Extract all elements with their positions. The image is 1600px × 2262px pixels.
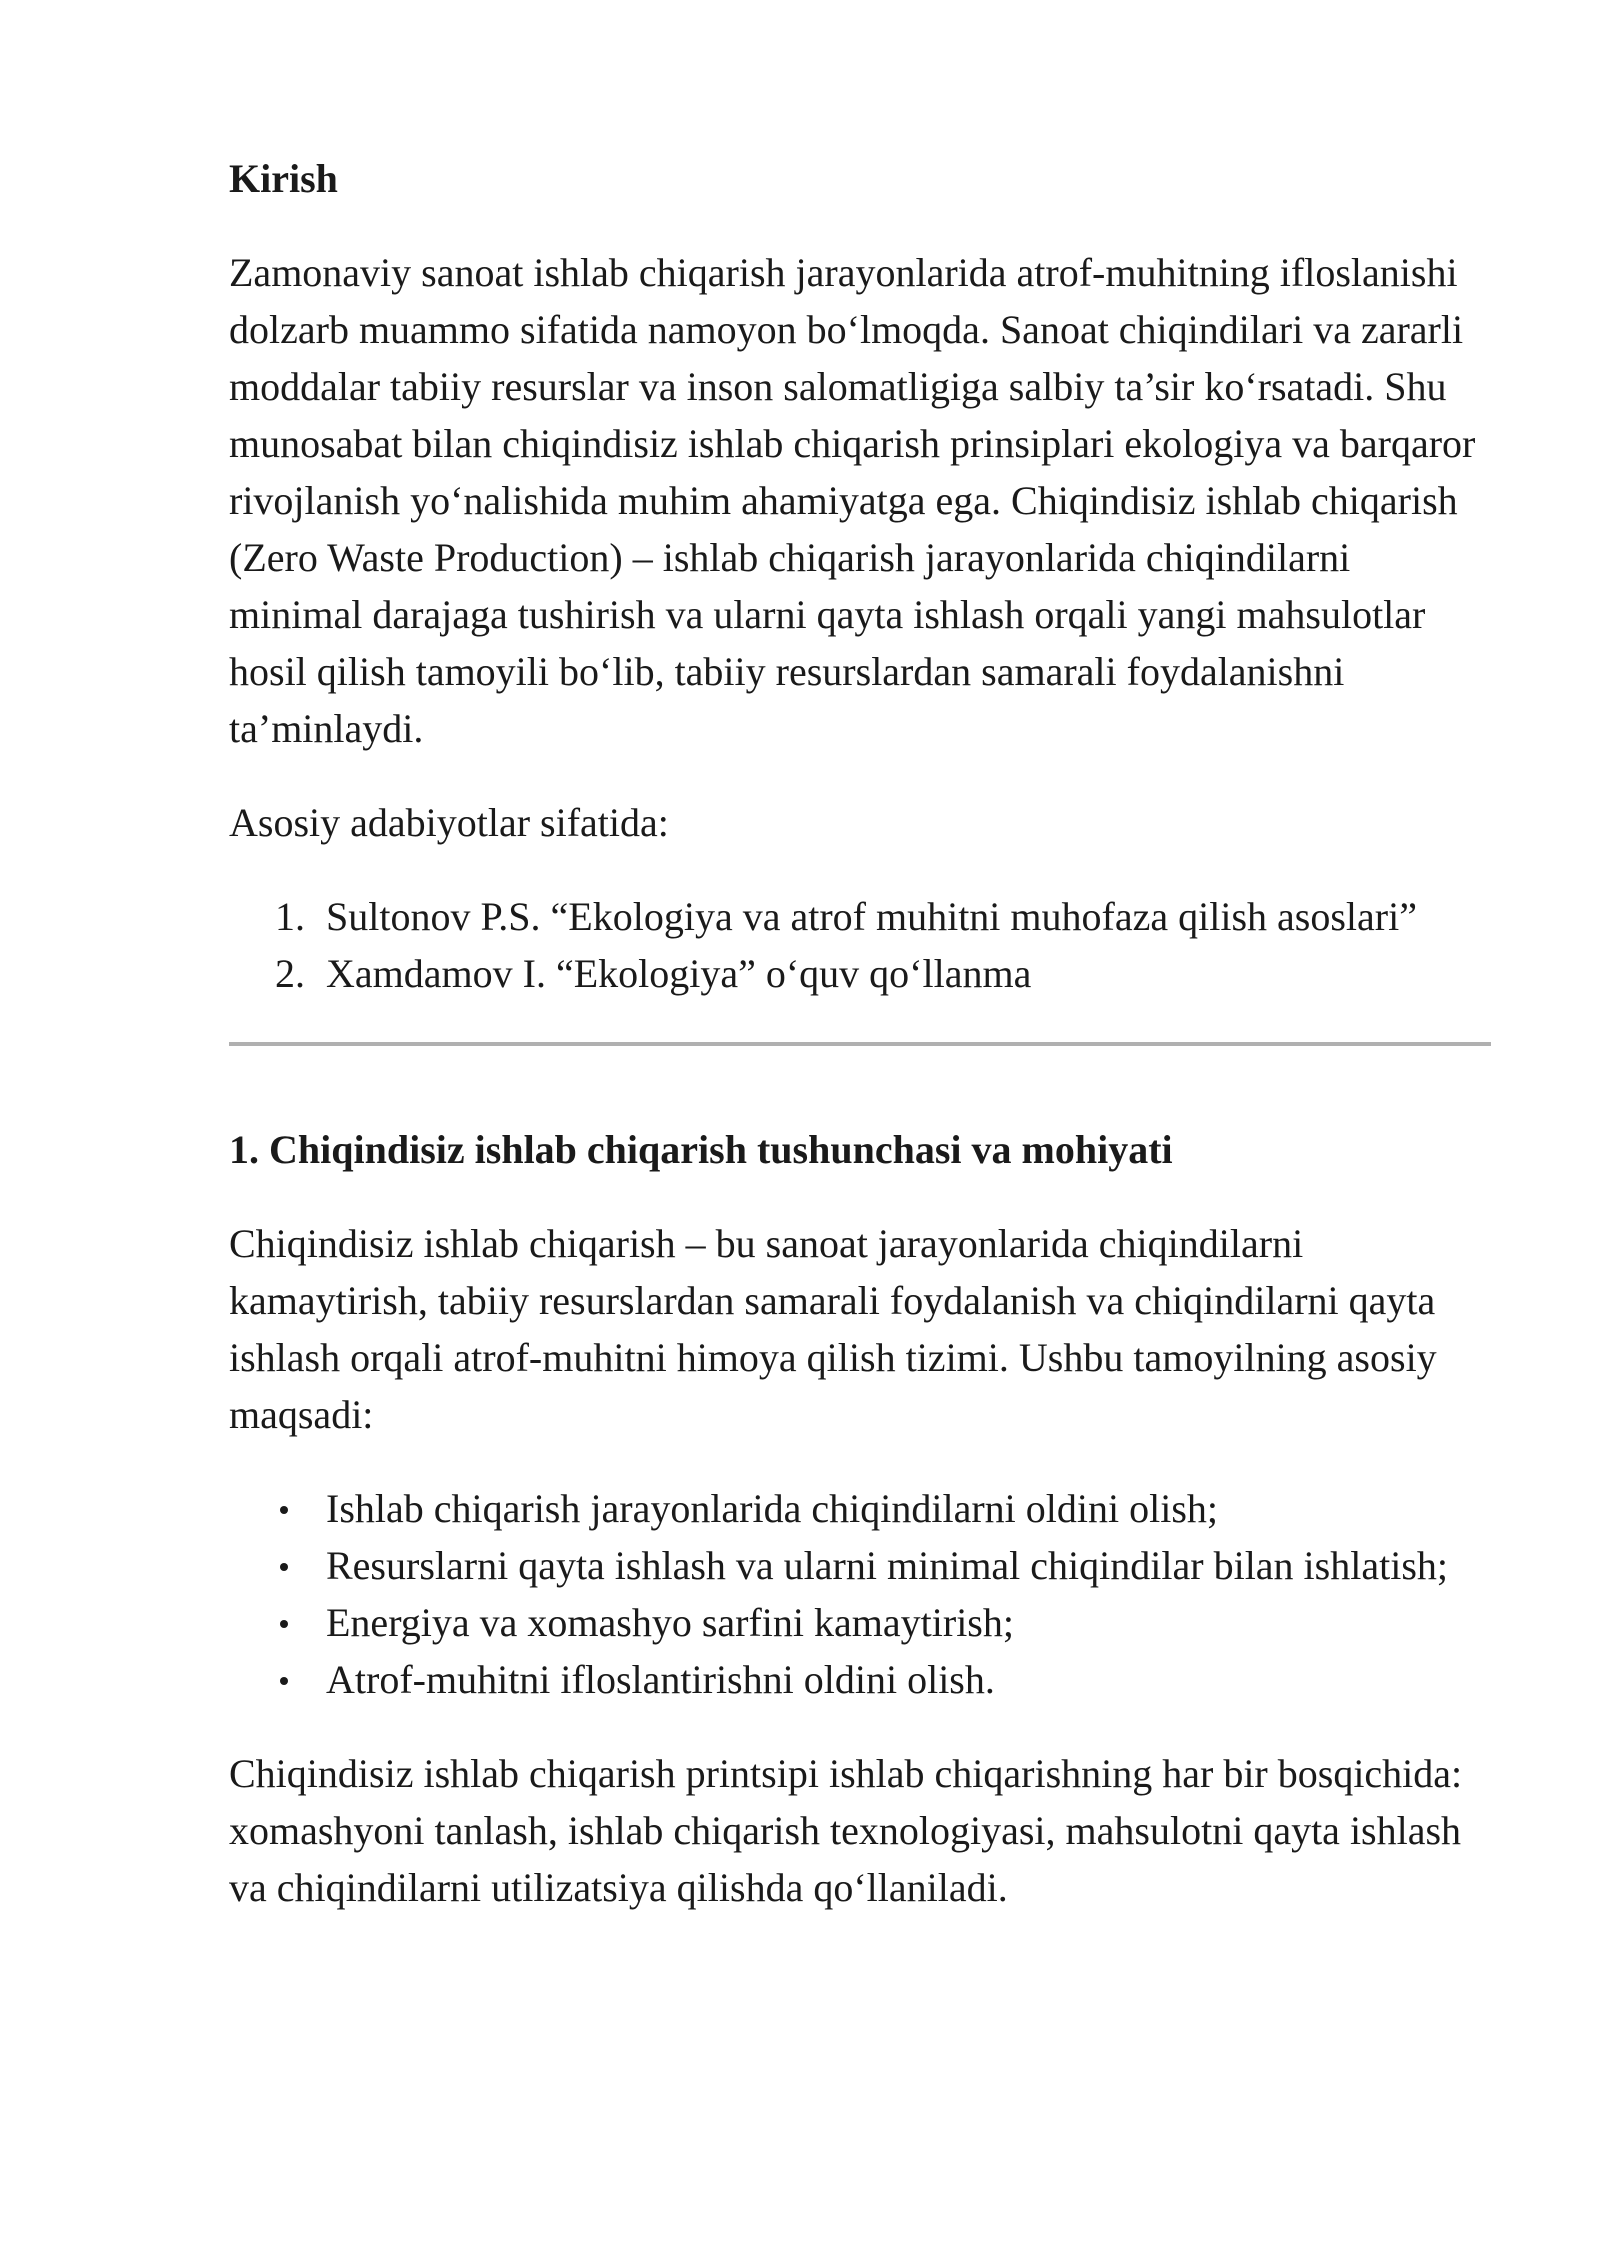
goal-text: Atrof-muhitni ifloslantirishni oldini olish.: [326, 1657, 995, 1702]
reference-list: [229, 888, 1491, 1002]
reference-item: [229, 945, 1491, 1002]
bullet-icon: [280, 1506, 288, 1514]
section1-paragraph-2: Chiqindisiz ishlab chiqarish printsipi ishlab chiqarishning har bir bosqichida: xomashyoni tanlash, ishlab chiqarish texnologiyasi, mahsulotni qayta ishlash va chiqindilarni utilizatsiya qilishda qo‘llaniladi.: [229, 1751, 1463, 1910]
bullet-icon: [280, 1563, 288, 1571]
reference-number: 2.: [275, 951, 305, 996]
section1-heading: 1. Chiqindisiz ishlab chiqarish tushunchasi va mohiyati: [229, 1127, 1173, 1172]
goal-text: Ishlab chiqarish jarayonlarida chiqindilarni oldini olish;: [326, 1486, 1219, 1531]
goal-item: [229, 1537, 1491, 1594]
reference-item: [229, 888, 1491, 945]
bullet-icon: [280, 1620, 288, 1628]
document-page: [229, 150, 1491, 1916]
goal-text: Energiya va xomashyo sarfini kamaytirish;: [326, 1600, 1014, 1645]
goal-item: [229, 1651, 1491, 1708]
goal-item: [229, 1480, 1491, 1537]
reference-number: 1.: [275, 894, 305, 939]
intro-heading: Kirish: [229, 156, 338, 201]
bullet-icon: [280, 1677, 288, 1685]
reference-text: Xamdamov I. “Ekologiya” o‘quv qo‘llanma: [326, 951, 1032, 996]
intro-paragraph: Zamonaviy sanoat ishlab chiqarish jarayonlarida atrof-muhitning ifloslanishi dolzarb muammo sifatida namoyon bo‘lmoqda. Sanoat chiqindilari va zararli moddalar tabiiy resurslar va inson salomatligiga salbiy ta’sir ko‘rsatadi. Shu munosabat bilan chiqindisiz ishlab chiqarish prinsiplari ekologiya va barqaror rivojlanish yo‘nalishida muhim ahamiyatga ega. Chiqindisiz ishlab chiqarish (Zero Waste Production) – ishlab chiqarish jarayonlarida chiqindilarni minimal darajaga tushirish va ularni qayta ishlash orqali yangi mahsulotlar hosil qilish tamoyili bo‘lib, tabiiy resurslardan samarali foydalanishni ta’minlaydi.: [229, 250, 1476, 751]
goal-item: [229, 1594, 1491, 1651]
goals-list: [229, 1480, 1491, 1708]
section1-paragraph-1: Chiqindisiz ishlab chiqarish – bu sanoat jarayonlarida chiqindilarni kamaytirish, tabiiy resurslardan samarali foydalanish va chiqindilarni qayta ishlash orqali atrof-muhitni himoya qilish tizimi. Ushbu tamoyilning asosiy maqsadi:: [229, 1221, 1437, 1437]
goal-text: Resurslarni qayta ishlash va ularni minimal chiqindilar bilan ishlatish;: [326, 1543, 1449, 1588]
literature-intro: Asosiy adabiyotlar sifatida:: [229, 800, 669, 845]
reference-text: Sultonov P.S. “Ekologiya va atrof muhitni muhofaza qilish asoslari”: [326, 894, 1417, 939]
section-divider: [229, 1042, 1491, 1046]
